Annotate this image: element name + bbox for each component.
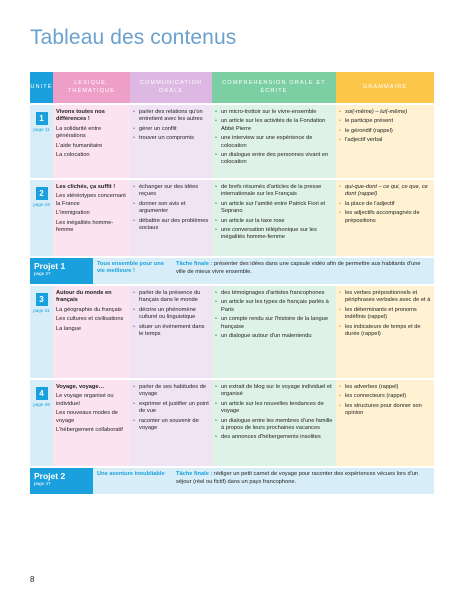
grammaire-cell	[336, 380, 434, 466]
lexique-item: L'immigration	[56, 210, 90, 217]
header-comprehension: COMPRÉHENSION ORALE ET ÉCRITE	[212, 72, 336, 103]
unit-page: page 31	[33, 308, 50, 313]
lexique-item: Les stéréotypes concernant la France	[56, 193, 126, 207]
list-item: • la place de l'adjectif	[339, 200, 395, 207]
list-item: • de brefs résumés d'articles de la presse internationale sur les Français	[215, 184, 322, 198]
lexique-item: L'aide humanitaire	[56, 142, 103, 149]
unit-title: Les clichés, ça suffit !	[56, 184, 116, 190]
list-item: • un compte rendu sur l'histoire de la langue française	[215, 316, 329, 330]
list-item: • un article sur l'amitié entre Patrick Fiori et Soprano	[215, 200, 326, 215]
list-item: • les adjectifs accompagnés de prépositions	[339, 210, 420, 224]
list-item: • décrire un phénomène culturel ou linguistique	[133, 306, 196, 321]
list-item: • un dialogue entre les membres d'une famille à propos de leurs prochaines vacances	[215, 417, 333, 432]
unit-row-2	[30, 180, 434, 256]
list-item: • les indicateurs de temps et de durée (rappel)	[339, 323, 421, 338]
list-item: • un article sur la taxe rose	[215, 217, 285, 224]
project-row-2	[30, 468, 434, 494]
list-item: • trouver un compromis	[133, 135, 194, 142]
project-label[interactable]	[30, 258, 93, 284]
list-item: • le participe présent	[339, 118, 394, 125]
list-item: • parler de ses habitudes de voyage	[133, 384, 207, 398]
list-item: • le gérondif (rappel)	[339, 127, 393, 134]
lexique-cell	[53, 105, 130, 178]
grammaire-cell	[336, 180, 434, 256]
list-item: • des témoignages d'artistes francophones	[215, 290, 325, 296]
list-item: • parler de la présence du français dans le monde	[133, 290, 201, 304]
list-item: • un micro-trottoir sur le vivre-ensemble	[215, 109, 317, 115]
lexique-item: La solidarité entre générations	[56, 125, 102, 140]
project-row-1	[30, 258, 434, 284]
unit-page: page 11	[33, 127, 50, 132]
page-number: 8	[30, 575, 35, 584]
project-theme: Tous ensemble pour une vie meilleure !	[93, 258, 172, 284]
communication-cell	[130, 105, 212, 178]
project-title: Projet 2	[34, 471, 66, 481]
list-item: • les structures pour donner son opinion	[339, 402, 422, 417]
list-item: • échanger sur des idées reçues	[133, 184, 199, 198]
lexique-cell	[53, 286, 130, 378]
list-item: • les adverbes (rappel)	[339, 384, 399, 390]
unit-row-1	[30, 105, 434, 178]
lexique-item: Les cultures et civilisations	[56, 316, 124, 323]
header-lexique: LEXIQUE, THÉMATIQUE	[53, 72, 130, 103]
comprehension-cell	[212, 105, 336, 178]
lexique-item: Le voyage organisé ou individuel	[56, 393, 114, 407]
table-header	[30, 72, 434, 103]
list-item: • un article sur les activités de la Fondation Abbé Pierre	[215, 118, 326, 132]
lexique-item: La colocation	[56, 152, 90, 159]
page-title: Tableau des contenus	[30, 26, 237, 49]
list-item: • un article sur les nouvelles tendances de voyage	[215, 400, 324, 415]
unit-title: Autour du monde en français	[56, 290, 112, 304]
project-task: Tâche finale : présenter des idées dans une capsule vidéo afin de permettre aux habitants d'une ville de mieux vivre ensemble.	[172, 258, 434, 284]
list-item: • qui-que-dont – ce qui, ce que, ce dont (rappel)	[339, 184, 428, 198]
project-label[interactable]	[30, 468, 93, 494]
list-item: • un article sur les types de français parlés à Paris	[215, 299, 329, 313]
lexique-item: Les nouveaux modes de voyage	[56, 410, 118, 424]
unit-title: Vivons toutes nos différences !	[56, 109, 105, 123]
header-grammaire: GRAMMAIRE	[336, 72, 434, 103]
comprehension-cell	[212, 180, 336, 256]
list-item: • exprimer et justifier un point de vue	[133, 400, 209, 415]
lexique-item: La géographie du français	[56, 306, 122, 313]
list-item: • l'adjectif verbal	[339, 137, 383, 144]
project-theme: Une aventure inoubliable	[93, 468, 172, 494]
list-item: • raconter un souvenir de voyage	[133, 417, 199, 432]
unit-number[interactable]: 3	[36, 293, 48, 306]
list-item: • débattre sur des problèmes sociaux	[133, 217, 209, 232]
list-item: • un dialogue autour d'un malentendu	[215, 333, 312, 340]
lexique-cell	[53, 180, 130, 256]
unit-page: page 39	[33, 402, 50, 407]
grammaire-cell	[336, 105, 434, 178]
grammaire-cell	[336, 286, 434, 378]
communication-cell	[130, 380, 212, 466]
lexique-cell	[53, 380, 130, 466]
header-communication: COMMUNICATION ORALE	[130, 72, 212, 103]
list-item: • une conversation téléphonique sur les inégalités homme-femme	[215, 227, 317, 241]
unit-number[interactable]: 4	[36, 387, 48, 400]
lexique-item: La langue	[56, 325, 81, 332]
project-title: Projet 1	[34, 261, 66, 271]
comprehension-cell	[212, 286, 336, 378]
list-item: • gérer un conflit	[133, 125, 177, 132]
list-item: • soi(-même) – lui(-même)	[339, 109, 408, 115]
project-task: Tâche finale : rédiger un petit carnet de voyage pour raconter des expériences vécues lors d'un séjour (réel ou fictif) dans un pays francophone.	[172, 468, 434, 494]
list-item: • des annonces d'hébergements insolites	[215, 434, 321, 441]
list-item: • un extrait de blog sur le voyage individuel et organisé	[215, 384, 332, 398]
unit-cell	[30, 105, 53, 178]
project-page: page 47	[34, 481, 51, 486]
list-item: • un dialogue entre des personnes vivant en colocation	[215, 152, 329, 166]
header-unite: UNITÉ	[30, 72, 53, 103]
unit-row-3	[30, 286, 434, 378]
project-page: page 27	[34, 271, 51, 276]
communication-cell	[130, 286, 212, 378]
unit-row-4	[30, 380, 434, 466]
list-item: • une interview sur une expérience de colocation	[215, 135, 313, 149]
list-item: • les déterminants et pronoms indéfinis (rappel)	[339, 306, 417, 321]
list-item: • les verbes prépositionnels et périphrases verbales avec de et à	[339, 290, 431, 304]
unit-title: Voyage, voyage…	[56, 384, 105, 390]
communication-cell	[130, 180, 212, 256]
unit-cell	[30, 286, 53, 378]
lexique-item: L'hébergement collaboratif	[56, 427, 123, 434]
list-item: • donner son avis et argumenter	[133, 200, 186, 215]
comprehension-cell	[212, 380, 336, 466]
contents-table	[30, 72, 434, 494]
unit-cell	[30, 380, 53, 466]
unit-number[interactable]: 2	[36, 187, 48, 200]
list-item: • situer un événement dans le temps	[133, 323, 205, 338]
list-item: • les connecteurs (rappel)	[339, 393, 407, 400]
list-item: • parler des relations qu'on entretient avec les autres	[133, 109, 203, 123]
unit-number[interactable]: 1	[36, 112, 48, 125]
unit-cell	[30, 180, 53, 256]
lexique-item: Les inégalités homme-femme	[56, 219, 114, 234]
unit-page: page 19	[33, 202, 50, 207]
